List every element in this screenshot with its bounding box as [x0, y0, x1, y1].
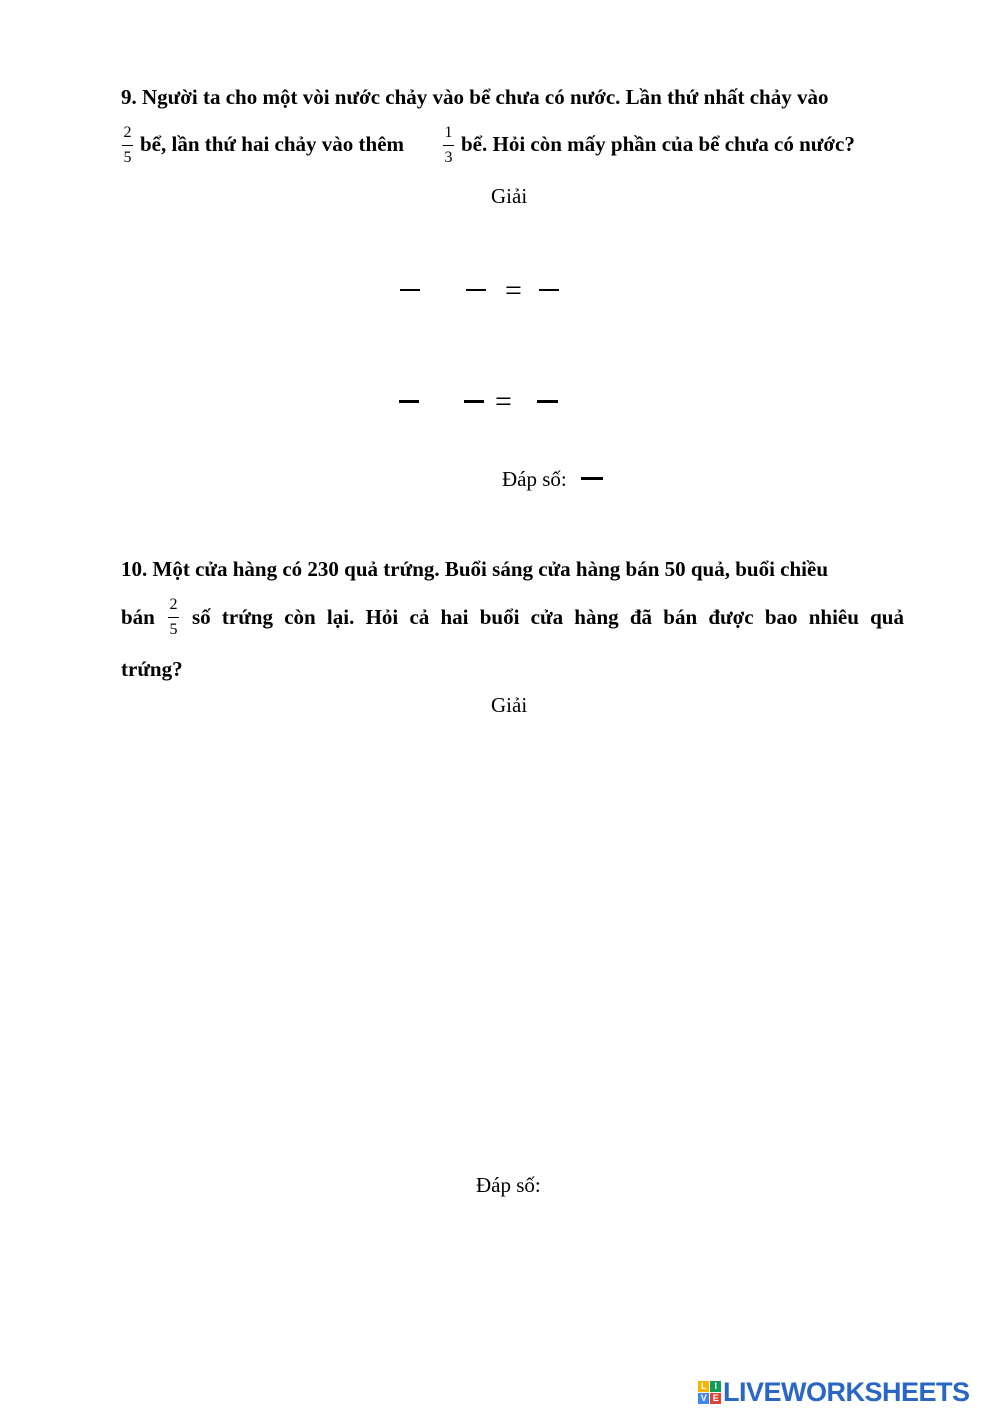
q9-line1-text: 9. Người ta cho một vòi nước chảy vào bể chưa có nước. Lần thứ nhất chảy vào: [121, 85, 829, 109]
fraction-bar: [168, 617, 179, 618]
q9-eq1-equals-sign: =: [505, 274, 522, 307]
q10-solution-label: Giải: [491, 693, 528, 717]
q9-fraction-two-fifths: [122, 124, 133, 167]
q10-answer-area[interactable]: [121, 735, 904, 1155]
logo-letter-v: V: [698, 1393, 709, 1404]
q10-fraction-two-fifths: [168, 596, 179, 639]
q9-frac1-numerator: 2: [123, 124, 132, 141]
q9-line1: [121, 85, 904, 110]
q10-answer-label: Đáp số:: [476, 1173, 541, 1197]
q10-frac-numerator: 2: [169, 596, 178, 613]
fraction-bar: [443, 145, 454, 146]
q9-eq1-fraction-blank-1[interactable]: [400, 289, 420, 291]
q10-line2-rest: [192, 605, 904, 630]
q9-answer-blank[interactable]: [581, 477, 603, 480]
q9-line2-mid: bể, lần thứ hai chảy vào thêm: [140, 132, 405, 156]
q9-eq2-equals-sign: =: [495, 385, 512, 418]
q10-line2-rest-text: số trứng còn lại. Hỏi cả hai buổi cửa hàng đã bán được bao nhiêu quả: [192, 605, 904, 629]
logo-letter-l: L: [698, 1381, 709, 1392]
q9-fraction-one-third: [443, 124, 454, 167]
q9-eq1-fraction-blank-3[interactable]: [539, 289, 559, 291]
q10-line1-text: 10. Một cửa hàng có 230 quả trứng. Buổi sáng cửa hàng bán 50 quả, buổi chiều: [121, 557, 829, 581]
logo-text: LIVEWORKSHEETS: [723, 1377, 970, 1407]
q9-eq2-fraction-blank-3[interactable]: [537, 400, 558, 403]
fraction-bar: [122, 145, 133, 146]
q9-frac1-denominator: 5: [123, 149, 132, 166]
q9-frac2-numerator: 1: [444, 124, 453, 141]
q9-answer-label: Đáp số:: [502, 467, 567, 491]
live-logo-mark-icon: [698, 1381, 721, 1404]
q10-line2-start: bán: [121, 605, 155, 629]
q10-frac-denominator: 5: [169, 621, 178, 638]
q9-line2-end: bể. Hỏi còn mấy phần của bể chưa có nước?: [461, 132, 855, 156]
q9-solution-label: Giải: [491, 184, 528, 208]
q10-line1: [121, 557, 904, 582]
logo-letter-i: I: [710, 1381, 721, 1392]
q10-line3: trứng?: [121, 657, 183, 681]
q9-eq2-fraction-blank-1[interactable]: [399, 400, 419, 403]
q9-eq2-fraction-blank-2[interactable]: [464, 400, 484, 403]
logo-letter-e: E: [710, 1393, 721, 1404]
q9-eq1-fraction-blank-2[interactable]: [466, 289, 486, 291]
liveworksheets-logo: [698, 1377, 970, 1408]
q9-frac2-denominator: 3: [444, 149, 453, 166]
